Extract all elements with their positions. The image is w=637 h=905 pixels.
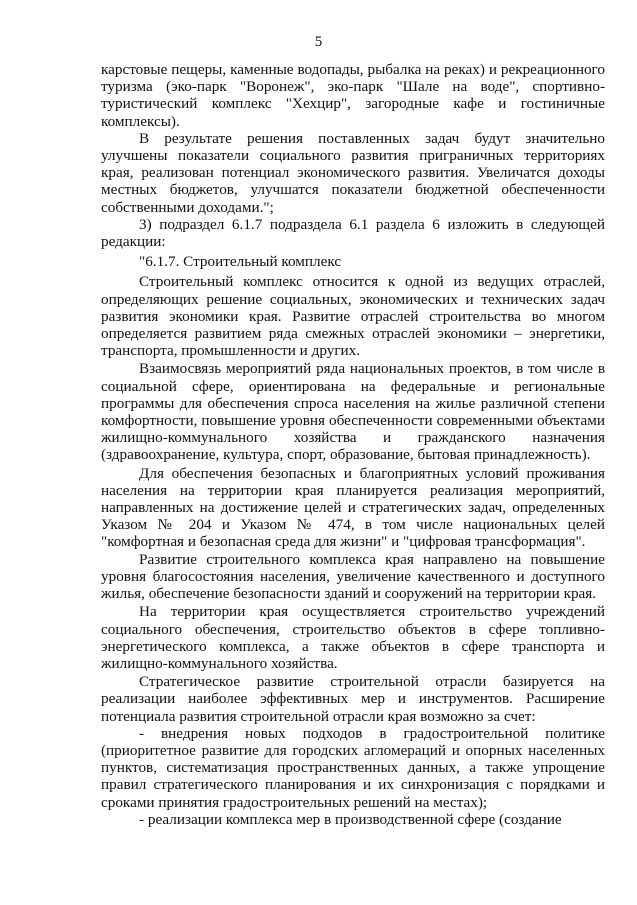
paragraph-tourism-continuation: карстовые пещеры, каменные водопады, рыбалка на реках) и рекреационного туризма (эко-парк "Воронеж", эко-парк "Шале на воде", спортивно-туристический комплекс "Хехцир", загородные кафе и гостиничные комплексы). (101, 61, 605, 130)
list-item-urban-policy: - внедрения новых подходов в градостроительной политике (приоритетное развитие для городских агломераций и опорных населенных пунктов, систематизация пространственных данных, а также упрощение правил стратегического планирования и их синхронизация с порядками и сроками принятия градостроительных решений на местах); (101, 724, 605, 811)
paragraph-amendment: 3) подраздел 6.1.7 подраздела 6.1 раздела 6 изложить в следующей редакции: (101, 215, 605, 251)
section-heading: "6.1.7. Строительный комплекс (139, 253, 342, 271)
paragraph-construction-objects: На территории края осуществляется строительство учреждений социального обеспечения, строительство объектов в сфере топливно-энергетического комплекса, а также объектов в сфере транспорта и жилищно-коммунального хозяйства. (101, 603, 605, 672)
paragraph-strategic: Стратегическое развитие строительной отрасли базируется на реализации наиболее эффективных мер и инструментов. Расширение потенциала развития строительной отрасли края возможно за счет: (101, 673, 605, 725)
paragraph-national-projects: Взаимосвязь мероприятий ряда национальных проектов, в том числе в социальной сфере, ориентирована на федеральные и региональные программы для обеспечения спроса населения на жилье различной степени комфортности, повышение уровня обеспеченности современными объектами жилищно-коммунального хозяйства и гражданского назначения (здравоохранение, культура, спорт, образование, бытовая принадлежность). (101, 360, 605, 464)
list-item-production: - реализации комплекса мер в производственной сфере (создание (139, 810, 562, 828)
page-number: 5 (314, 34, 323, 50)
paragraph-construction-complex: Строительный комплекс относится к одной из ведущих отраслей, определяющих решение социальных, экономических и технических задач развития экономики края. Развитие отраслей строительства во многом определяется развитием ряда смежных отраслей экономики – энергетики, транспорта, промышленности и других. (101, 273, 605, 360)
document-body (101, 61, 605, 828)
paragraph-development: Развитие строительного комплекса края направлено на повышение уровня благосостояния населения, увеличение качественного и доступного жилья, обеспечение безопасности зданий и сооружений на территории края. (101, 550, 605, 603)
paragraph-results: В результате решения поставленных задач будут значительно улучшены показатели социального развития приграничных территориях края, реализован потенциал экономического развития. Увеличатся доходы местных бюджетов, улучшатся показатели бюджетной обеспеченности собственными доходами."; (101, 129, 605, 216)
paragraph-safe-living: Для обеспечения безопасных и благоприятных условий проживания населения на территории края планируется реализация мероприятий, направленных на достижение целей и стратегических задач, определенных Указом № 204 и Указом № 474, в том числе национальных целей "комфортная и безопасная среда для жизни" и "цифровая трансформация". (101, 464, 605, 551)
